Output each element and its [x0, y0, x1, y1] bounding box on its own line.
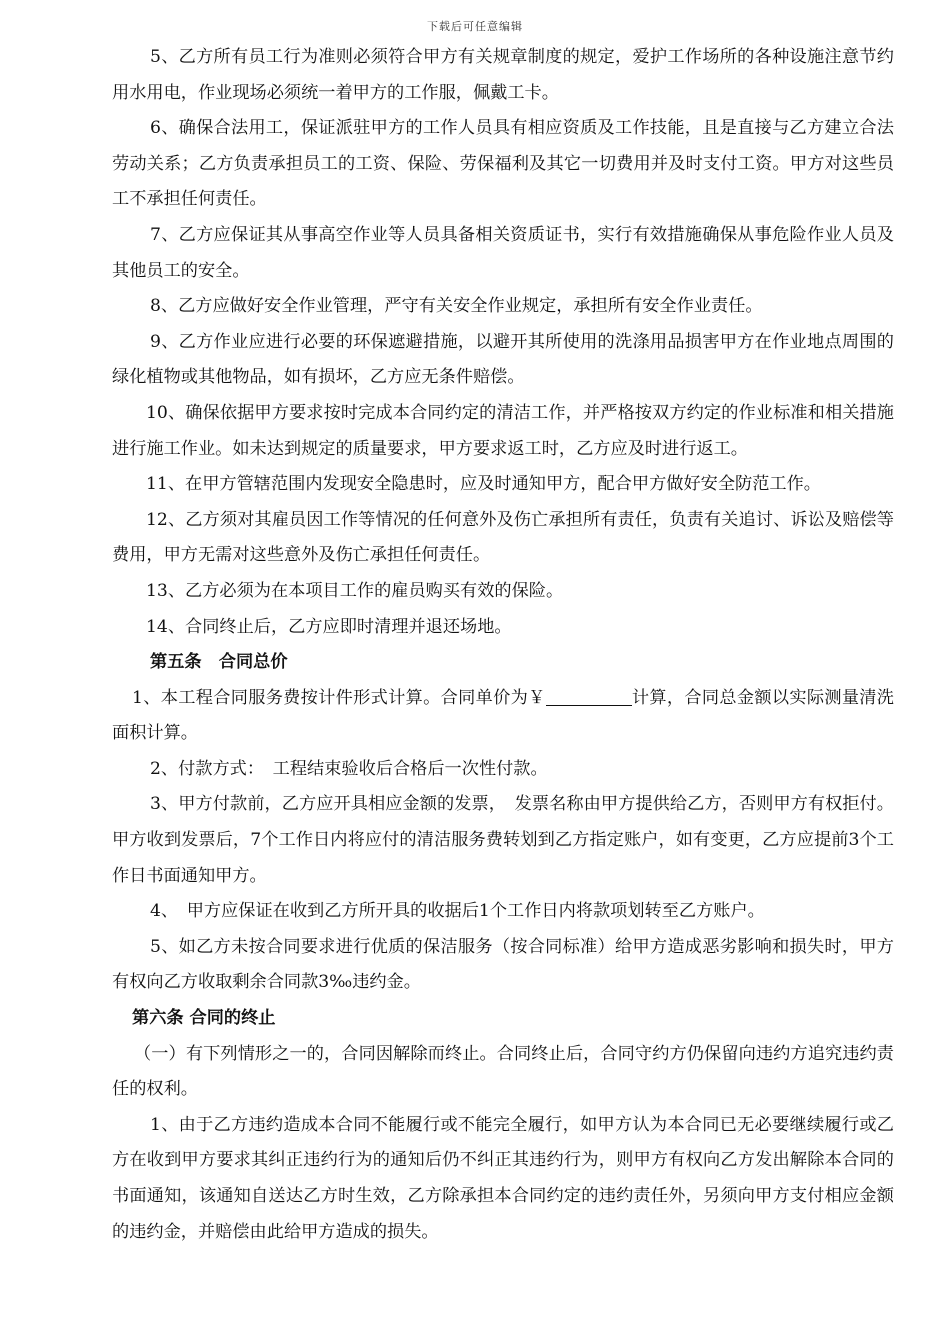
section-5-item-1-text-a: 1、本工程合同服务费按计件形式计算。合同单价为￥ — [132, 687, 546, 708]
section-5-item-5: 5、如乙方未按合同要求进行优质的保洁服务（按合同标准）给甲方造成恶劣影响和损失时，甲方有权向乙方收取剩余合同款3‰违约金。 — [112, 936, 894, 993]
clause-13: 13、乙方必须为在本项目工作的雇员购买有效的保险。 — [146, 580, 564, 601]
section-5-item-2: 2、付款方式： 工程结束验收后合格后一次性付款。 — [150, 758, 548, 779]
section-6-heading: 第六条 合同的终止 — [132, 1008, 276, 1029]
clause-7: 7、乙方应保证其从事高空作业等人员具备相关资质证书，实行有效措施确保从事危险作业人员及其他员工的安全。 — [112, 224, 894, 281]
page-header: 下载后可任意编辑 — [427, 20, 523, 33]
clause-6: 6、确保合法用工，保证派驻甲方的工作人员具有相应资质及工作技能，且是直接与乙方建立合法劳动关系；乙方负责承担员工的工资、保险、劳保福利及其它一切费用并及时支付工资。甲方对这些员工不承担任何责任。 — [112, 118, 894, 210]
unit-price-blank — [546, 685, 632, 706]
clause-8: 8、乙方应做好安全作业管理，严守有关安全作业规定，承担所有安全作业责任。 — [150, 296, 763, 317]
clause-11: 11、在甲方管辖范围内发现安全隐患时，应及时通知甲方，配合甲方做好安全防范工作。 — [146, 474, 821, 495]
section-6-item-1: （一）有下列情形之一的，合同因解除而终止。合同终止后，合同守约方仍保留向违约方追究违约责任的权利。 — [112, 1043, 894, 1100]
clause-14: 14、合同终止后，乙方应即时清理并退还场地。 — [146, 616, 512, 637]
clause-5: 5、乙方所有员工行为准则必须符合甲方有关规章制度的规定，爱护工作场所的各种设施注意节约用水用电，作业现场必须统一着甲方的工作服，佩戴工卡。 — [112, 47, 894, 103]
clause-10: 10、确保依据甲方要求按时完成本合同约定的清洁工作，并严格按双方约定的作业标准和相关措施进行施工作业。如未达到规定的质量要求，甲方要求返工时，乙方应及时进行返工。 — [112, 402, 894, 459]
section-5-item-4: 4、 甲方应保证在收到乙方所开具的收据后1个工作日内将款项划转至乙方账户。 — [150, 901, 765, 922]
clause-12: 12、乙方须对其雇员因工作等情况的任何意外及伤亡承担所有责任，负责有关追讨、诉讼及赔偿等费用，甲方无需对这些意外及伤亡承担任何责任。 — [112, 509, 894, 566]
document-body — [112, 40, 894, 1250]
section-5-item-1-text-b: 计算，合同总金额以实际测量清洗面积计算。 — [112, 687, 894, 744]
section-5-heading: 第五条 合同总价 — [150, 652, 288, 673]
clause-9: 9、乙方作业应进行必要的环保遮避措施，以避开其所使用的洗涤用品损害甲方在作业地点周围的绿化植物或其他物品，如有损坏，乙方应无条件赔偿。 — [112, 331, 894, 388]
section-6-item-2: 1、由于乙方违约造成本合同不能履行或不能完全履行，如甲方认为本合同已无必要继续履行或乙方在收到甲方要求其纠正违约行为的通知后仍不纠正其违约行为，则甲方有权向乙方发出解除本合同的书面通知，该通知自送达乙方时生效，乙方除承担本合同约定的违约责任外，另须向甲方支付相应金额的违约金，并赔偿由此给甲方造成的损失。 — [112, 1114, 894, 1242]
section-5-item-1 — [112, 681, 894, 752]
section-5-item-3: 3、甲方付款前，乙方应开具相应金额的发票， 发票名称由甲方提供给乙方，否则甲方有权拒付。甲方收到发票后，7个工作日内将应付的清洁服务费转划到乙方指定账户，如有变更，乙方应提前3个工作日书面通知甲方。 — [112, 794, 894, 886]
